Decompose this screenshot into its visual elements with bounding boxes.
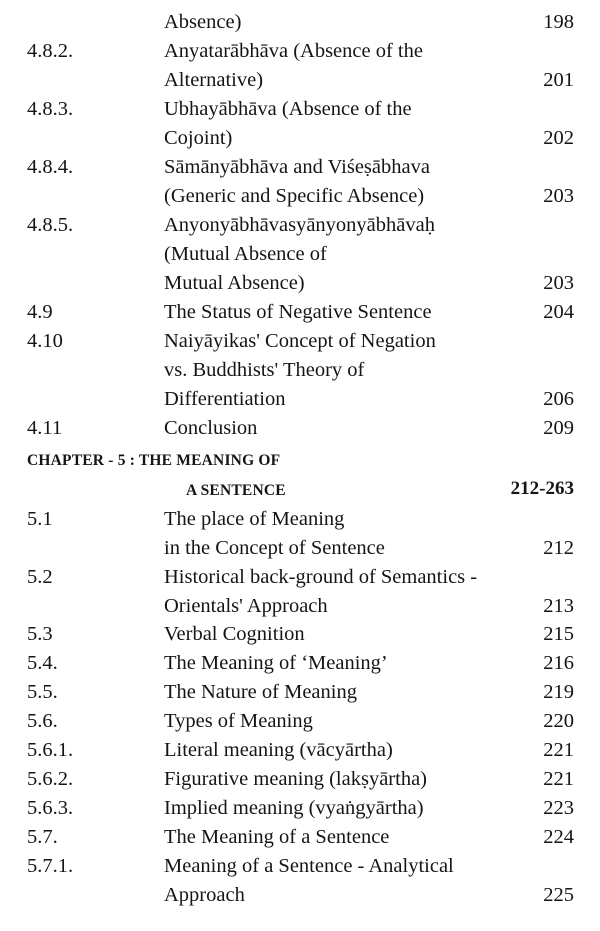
toc-entry-number: 5.6.2. <box>27 768 74 790</box>
chapter-heading-line2: A SENTENCE <box>186 482 286 499</box>
toc-entry <box>0 327 600 356</box>
toc-entry <box>0 620 600 649</box>
toc-entry-title: (Generic and Specific Absence) <box>164 185 425 207</box>
toc-entry-page-number: 215 <box>543 623 574 645</box>
toc-entry <box>0 765 600 794</box>
toc-entry-page-number: 221 <box>543 739 574 761</box>
toc-entry-title: Sāmānyābhāva and Viśeṣābhava <box>164 156 430 178</box>
toc-entry <box>0 678 600 707</box>
toc-entry-page-number: 202 <box>543 127 574 149</box>
toc-entry-title: Historical back-ground of Semantics - <box>164 566 478 588</box>
toc-entry-title: Approach <box>164 884 245 906</box>
toc-entry <box>0 852 600 881</box>
toc-entry-number: 5.3 <box>27 623 53 645</box>
toc-entry-number: 5.6.1. <box>27 739 74 761</box>
toc-entry-title: Anyatarābhāva (Absence of the <box>164 40 423 62</box>
toc-entry <box>0 414 600 443</box>
toc-entry-page-number: 221 <box>543 768 574 790</box>
toc-entry-page-number: 206 <box>543 388 574 410</box>
toc-entry-page-number: 203 <box>543 185 574 207</box>
toc-entry <box>0 505 600 534</box>
toc-entry-number: 4.11 <box>27 417 63 439</box>
toc-entry-number: 5.6. <box>27 710 58 732</box>
toc-entry-page-number: 209 <box>543 417 574 439</box>
toc-entry-number: 5.2 <box>27 566 53 588</box>
toc-entry-number: 4.8.5. <box>27 214 74 236</box>
toc-entry-page-number: 216 <box>543 652 574 674</box>
toc-entry-title: Ubhayābhāva (Absence of the <box>164 98 412 120</box>
toc-entry-title: The place of Meaning <box>164 508 345 530</box>
toc-entry-number: 4.8.2. <box>27 40 74 62</box>
toc-entry-title: Naiyāyikas' Concept of Negation <box>164 330 436 352</box>
toc-entry-page-number: 224 <box>543 826 574 848</box>
toc-entry-number: 5.5. <box>27 681 58 703</box>
toc-entry-title: Conclusion <box>164 417 258 439</box>
toc-entry-page-number: 203 <box>543 272 574 294</box>
toc-entry <box>0 124 600 153</box>
toc-entry-title: Differentiation <box>164 388 286 410</box>
toc-entry-page-number: 220 <box>543 710 574 732</box>
toc-entry <box>0 66 600 95</box>
chapter-page-range: 212-263 <box>510 478 574 499</box>
toc-entry <box>0 298 600 327</box>
toc-entry <box>0 269 600 298</box>
toc-entry <box>0 881 600 910</box>
toc-entry-page-number: 219 <box>543 681 574 703</box>
toc-entry-number: 5.1 <box>27 508 53 530</box>
toc-entry-page-number: 204 <box>543 301 574 323</box>
toc-entry-number: 4.8.3. <box>27 98 74 120</box>
toc-entry-number: 4.10 <box>27 330 63 352</box>
toc-entry-page-number: 223 <box>543 797 574 819</box>
toc-entry-title: The Status of Negative Sentence <box>164 301 432 323</box>
toc-entry <box>0 385 600 414</box>
toc-entry-number: 5.7. <box>27 826 58 848</box>
toc-entry <box>0 649 600 678</box>
toc-entry-title: Orientals' Approach <box>164 595 328 617</box>
toc-entry-title: The Meaning of a Sentence <box>164 826 390 848</box>
toc-entry <box>0 153 600 182</box>
toc-entry-title: The Nature of Meaning <box>164 681 357 703</box>
toc-entry <box>0 736 600 765</box>
toc-entry <box>0 182 600 211</box>
toc-entry-number: 5.4. <box>27 652 58 674</box>
toc-entry <box>0 563 600 592</box>
toc-entry-title: (Mutual Absence of <box>164 243 327 265</box>
toc-entry <box>0 211 600 240</box>
toc-entry-title: vs. Buddhists' Theory of <box>164 359 365 381</box>
toc-entry-title: in the Concept of Sentence <box>164 537 385 559</box>
toc-entry-number: 5.7.1. <box>27 855 74 877</box>
toc-entry-title: Alternative) <box>164 69 264 91</box>
toc-entry-title: Types of Meaning <box>164 710 313 732</box>
toc-entry <box>0 823 600 852</box>
toc-entry-page-number: 213 <box>543 595 574 617</box>
toc-entry-title: Anyonyābhāvasyānyonyābhāvaḥ <box>164 214 435 236</box>
toc-entry-page-number: 212 <box>543 537 574 559</box>
toc-entry-title: Literal meaning (vācyārtha) <box>164 739 393 761</box>
toc-entry-number: 5.6.3. <box>27 797 74 819</box>
toc-entry-page-number: 198 <box>543 11 574 33</box>
toc-entry <box>0 95 600 124</box>
chapter-heading-line1: CHAPTER - 5 : THE MEANING OF <box>27 452 281 469</box>
toc-entry <box>0 794 600 823</box>
toc-entry-title: Implied meaning (vyaṅgyārtha) <box>164 797 424 819</box>
toc-entry <box>0 356 600 385</box>
toc-entry <box>0 37 600 66</box>
toc-entry <box>0 240 600 269</box>
toc-entry-number: 4.8.4. <box>27 156 74 178</box>
toc-entry-page-number: 201 <box>543 69 574 91</box>
toc-entry <box>0 592 600 621</box>
toc-entry-title: Cojoint) <box>164 127 233 149</box>
toc-entry-number: 4.9 <box>27 301 53 323</box>
toc-entry-title: The Meaning of ‘Meaning’ <box>164 652 388 674</box>
toc-entry-title: Absence) <box>164 11 242 33</box>
toc-entry-title: Figurative meaning (lakṣyārtha) <box>164 768 427 790</box>
toc-entry <box>0 707 600 736</box>
toc-entry-page-number: 225 <box>543 884 574 906</box>
toc-entry <box>0 8 600 37</box>
toc-entry-title: Meaning of a Sentence - Analytical <box>164 855 454 877</box>
toc-entry-title: Verbal Cognition <box>164 623 305 645</box>
toc-entry-title: Mutual Absence) <box>164 272 305 294</box>
toc-entry <box>0 534 600 563</box>
